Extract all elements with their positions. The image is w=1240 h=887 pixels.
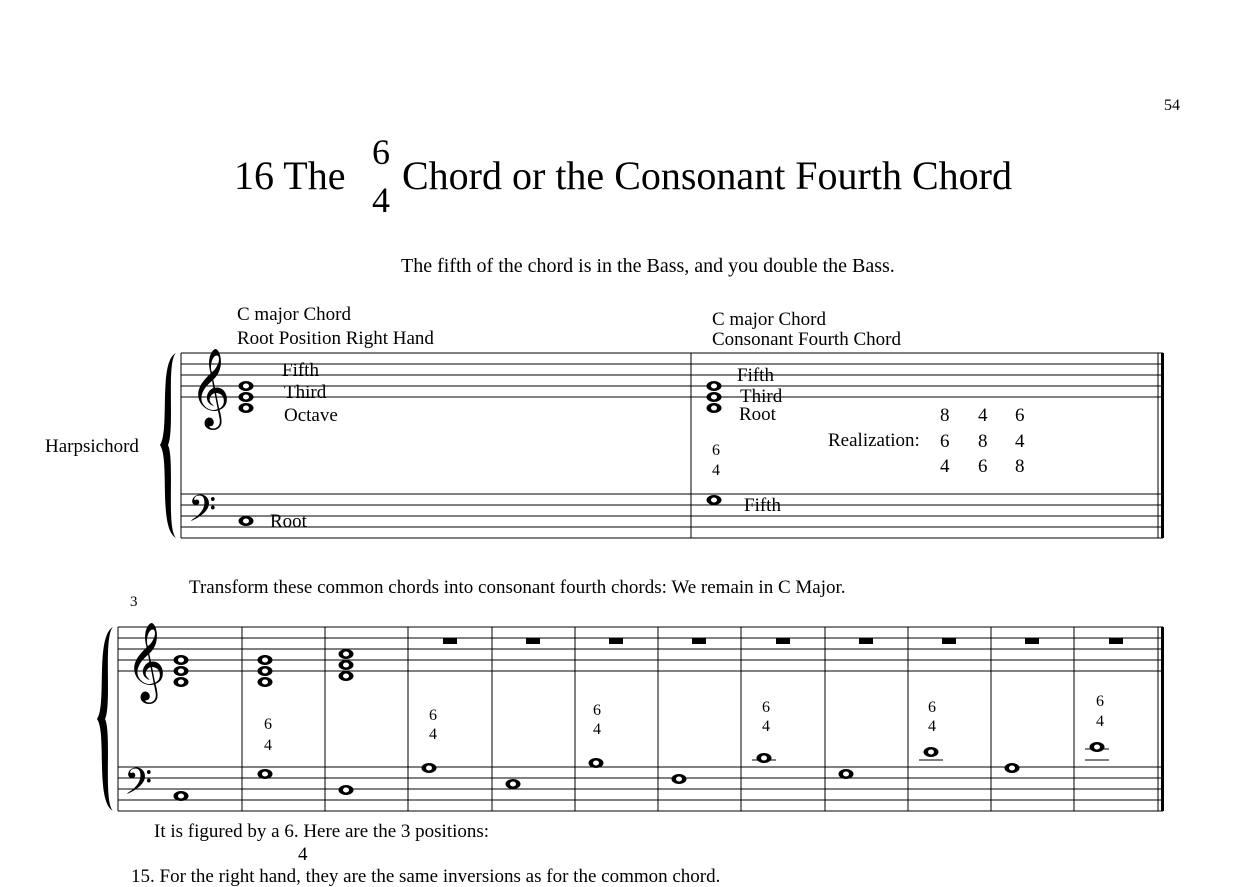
bass-figure-top: 6	[928, 699, 936, 716]
realization-cell: 4	[978, 405, 988, 426]
m2-label-root: Root	[739, 404, 776, 425]
realization-label: Realization:	[828, 430, 920, 451]
realization-cell: 6	[1015, 405, 1025, 426]
bass-clef-icon: 𝄢	[188, 488, 217, 539]
treble-clef-icon: 𝄞	[126, 622, 167, 701]
m1-label-octave: Octave	[284, 405, 338, 426]
m2-heading-line1: C major Chord	[712, 309, 826, 330]
footer-line-1-figure: 4	[298, 844, 308, 865]
m2-label-third: Third	[740, 386, 783, 407]
m2-bass-label: Fifth	[744, 495, 781, 516]
bass-figure-bottom: 4	[1096, 713, 1104, 730]
title-figure-bottom: 4	[372, 180, 390, 220]
treble-clef-icon: 𝄞	[190, 348, 231, 427]
title-figure-top: 6	[372, 132, 390, 172]
m1-heading-line1: C major Chord	[237, 304, 351, 325]
page-number: 54	[1164, 97, 1180, 114]
subtitle: The fifth of the chord is in the Bass, and you double the Bass.	[401, 255, 895, 277]
realization-cell: 8	[1015, 456, 1025, 477]
m2-label-fifth: Fifth	[737, 365, 774, 386]
realization-cell: 8	[940, 405, 950, 426]
m1-label-root: Root	[270, 511, 307, 532]
realization-cell: 6	[940, 431, 950, 452]
realization-cell: 8	[978, 431, 988, 452]
bass-figure-top: 6	[1096, 693, 1104, 710]
bass-figure-bottom: 4	[593, 721, 601, 738]
bass-figure-top: 6	[593, 702, 601, 719]
realization-cell: 4	[940, 456, 950, 477]
instrument-label: Harpsichord	[45, 436, 139, 457]
bass-clef-icon: 𝄢	[124, 761, 153, 812]
instruction-text: Transform these common chords into consonant fourth chords: We remain in C Major.	[189, 577, 846, 598]
m1-label-fifth: Fifth	[282, 360, 319, 381]
m1-label-third: Third	[284, 382, 327, 403]
bass-figure-bottom: 4	[264, 737, 272, 754]
footer-line-2: 15. For the right hand, they are the same inversions as for the common chord.	[131, 866, 721, 887]
realization-cell: 4	[1015, 431, 1025, 452]
title-prefix: 16 The	[234, 153, 346, 198]
footer-line-1: It is figured by a 6. Here are the 3 positions:	[154, 821, 490, 842]
bass-figure-bottom: 4	[429, 726, 437, 743]
bass-figure-top: 6	[429, 707, 437, 724]
bass-figure-top: 6	[264, 716, 272, 733]
title-suffix: Chord or the Consonant Fourth Chord	[402, 153, 1012, 198]
bass-figure-bottom: 4	[928, 718, 936, 735]
realization-cell: 6	[978, 456, 988, 477]
bass-figure-top: 6	[762, 699, 770, 716]
m2-figure-bottom: 4	[712, 462, 720, 479]
m2-figure-top: 6	[712, 442, 720, 459]
m1-heading-line2: Root Position Right Hand	[237, 328, 434, 349]
m2-heading-line2: Consonant Fourth Chord	[712, 329, 901, 350]
bass-figure-bottom: 4	[762, 718, 770, 735]
measure-number: 3	[130, 594, 138, 610]
